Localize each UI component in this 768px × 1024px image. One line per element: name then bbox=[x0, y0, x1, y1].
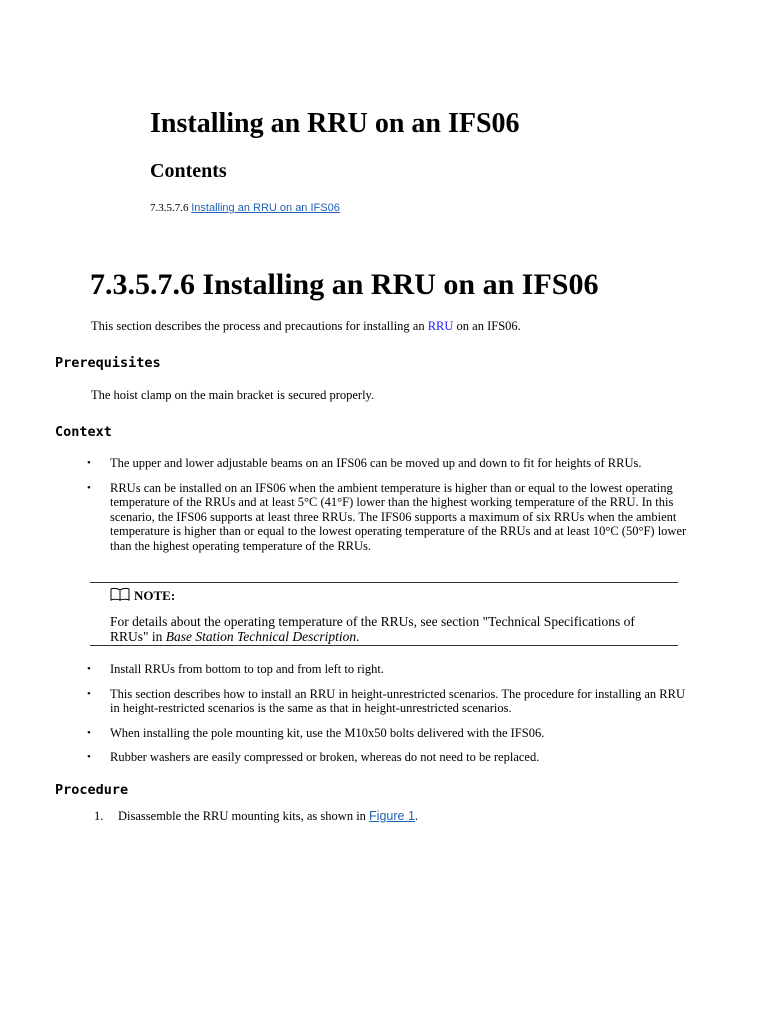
list-item-text: Install RRUs from bottom to top and from left to right. bbox=[110, 662, 384, 676]
intro-text-after: on an IFS06. bbox=[453, 319, 521, 333]
toc-number: 7.3.5.7.6 bbox=[150, 202, 192, 214]
list-item-text: RRUs can be installed on an IFS06 when the ambient temperature is higher than or equal to the lowest operating temperature of the RRUs and at least 5°C (41°F) lower than the highest working temperature of the RRU. In this scenario, the IFS06 supports at least three RRUs. The IFS06 supports a maximum of six RRUs when the ambient temperature is higher than or equal to the lowest operating temperature of the RRUs and at least 10°C (50°F) lower than the highest operating temperature of the RRUs. bbox=[110, 480, 687, 553]
bullet-icon: • bbox=[87, 457, 91, 469]
note-label: NOTE: bbox=[134, 588, 176, 603]
section-title: 7.3.5.7.6 Installing an RRU on an IFS06 bbox=[90, 268, 599, 301]
note-doc-title: Base Station Technical Description bbox=[165, 629, 357, 644]
intro-paragraph bbox=[91, 319, 521, 334]
prerequisites-text: The hoist clamp on the main bracket is secured properly. bbox=[91, 388, 375, 402]
procedure-steps bbox=[94, 809, 419, 824]
note-text bbox=[110, 614, 670, 644]
list-item-text: This section describes how to install an RRU in height-unrestricted scenarios. The procedure for installing an RRU in height-restricted scenarios is the same as that in height-unrestricted scenarios. bbox=[110, 686, 685, 715]
bullet-icon: • bbox=[87, 751, 91, 763]
context-list-b bbox=[87, 662, 690, 775]
note-text-before: For details about the operating temperature of the RRUs, see section "Technical Specifications of RRUs" in bbox=[110, 614, 635, 644]
list-item-text: The upper and lower adjustable beams on an IFS06 can be moved up and down to fit for heights of RRUs. bbox=[110, 456, 642, 470]
step-text-before: Disassemble the RRU mounting kits, as shown in bbox=[118, 809, 370, 823]
list-item bbox=[87, 686, 690, 716]
context-list-a bbox=[87, 456, 690, 563]
procedure-step bbox=[94, 809, 419, 824]
list-item bbox=[87, 725, 690, 741]
note-box bbox=[90, 582, 678, 646]
bullet-icon: • bbox=[87, 663, 91, 675]
prerequisites-heading: Prerequisites bbox=[55, 355, 161, 371]
list-item bbox=[87, 750, 690, 765]
figure-1-link[interactable]: Figure 1 bbox=[369, 809, 415, 823]
step-text-after: . bbox=[414, 809, 419, 823]
list-item bbox=[87, 480, 690, 554]
intro-text-before: This section describes the process and precautions for installing an bbox=[91, 319, 428, 333]
list-item bbox=[87, 456, 690, 471]
list-item-text: Rubber washers are easily compressed or broken, whereas do not need to be replaced. bbox=[110, 750, 540, 764]
note-header bbox=[110, 587, 175, 605]
contents-heading: Contents bbox=[150, 160, 227, 182]
book-icon bbox=[110, 587, 130, 605]
bullet-icon: • bbox=[87, 726, 91, 739]
list-item bbox=[87, 662, 690, 677]
toc-link[interactable]: Installing an RRU on an IFS06 bbox=[191, 202, 340, 214]
toc-entry bbox=[150, 202, 340, 214]
procedure-heading: Procedure bbox=[55, 782, 129, 798]
bullet-icon: • bbox=[87, 687, 91, 700]
context-heading: Context bbox=[55, 424, 112, 440]
note-text-after: . bbox=[356, 629, 360, 644]
document-title: Installing an RRU on an IFS06 bbox=[150, 108, 520, 139]
step-number: 1. bbox=[94, 809, 104, 823]
bullet-icon: • bbox=[87, 481, 91, 494]
rru-link[interactable]: RRU bbox=[427, 319, 454, 333]
list-item-text: When installing the pole mounting kit, use the M10x50 bolts delivered with the IFS06. bbox=[110, 725, 545, 740]
